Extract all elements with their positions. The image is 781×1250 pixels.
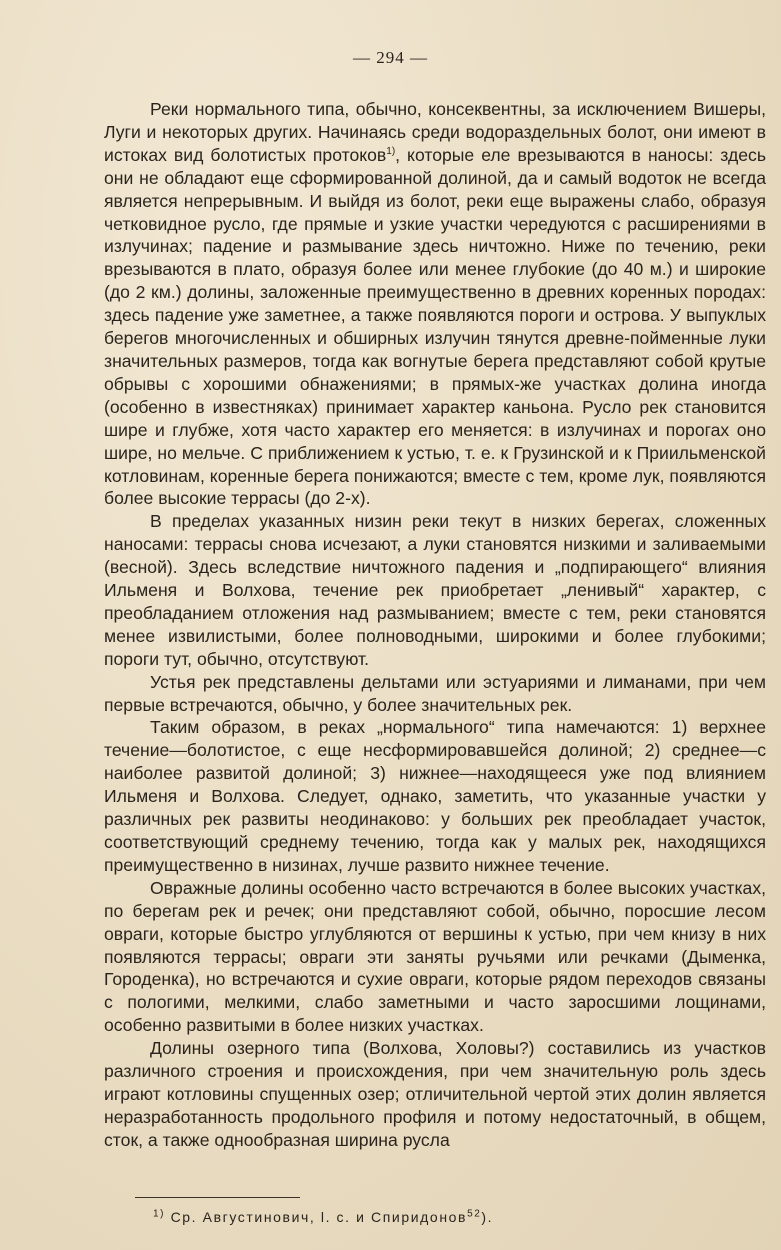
footnote-mark: 1): [153, 1208, 166, 1220]
page-number: — 294 —: [353, 48, 428, 67]
paragraph: Таким образом, в реках „нормального“ типа намечаются: 1) верхнее течение—болотистое, с еще несформировавшейся долиной; 2) среднее—с наиболее развитой долиной; 3) нижнее—находящееся уже под влиянием Ильменя и Волхова. Следует, однако, заметить, что указанные участки у различных рек развиты неодинаково: у больших рек преобладает участок, соответствующий среднему течению, тогда как у малых рек, находящихся преимущественно в низинах, лучше развито нижнее течение.: [104, 717, 766, 875]
paragraph-text: , которые еле врезываются в наносы: здесь они не обладают еще сформированной долиной, да и самый водоток не всегда является непрерывным. И выйдя из болот, реки еще выражены слабо, образуя четковидное русло, где прямые и узкие участки чередуются с расширениями в излучинах; падение и размывание здесь ничтожно. Ниже по течению, реки врезываются в плато, образуя более или менее глубокие (до 40 м.) и широкие (до 2 км.) долины, заложенные преимущественно в древних коренных породах: здесь падение уже заметнее, а также появляются пороги и острова. У выпуклых берегов многочисленных и обширных излучин тянутся древне-пойменные луки значительных размеров, тогда как вогнутые берега представляют собой крутые обрывы с хорошими обнажениями; в прямых-же участках долина иногда (особенно в известняках) принимает характер каньона. Русло рек становится шире и глубже, хотя часто характер его меняется: в излучинах и порогах оно шире, но мельче. С приближением к устью, т. е. к Грузинской и к Приильменской котловинам, коренные берега понижаются; вместе с тем, кроме лук, появляются более высокие террасы (до 2-х).: [104, 144, 766, 509]
paragraph: Овражные долины особенно часто встречаются в более высоких участках, по берегам рек и речек; они представляют собой, обычно, поросшие лесом овраги, которые быстро углубляются от вершины к устью, при чем книзу в них появляются террасы; овраги эти заняты ручьями или речками (Дыменка, Городенка), но встречаются и сухие овраги, которые рядом переходов связаны с пологими, мелкими, слабо заметными и часто заросшими лощинами, особенно развитыми в более низких участках.: [104, 877, 766, 1036]
paragraph-text: Реки нормального типа, обычно, консеквентны, за исключением Вишеры, Луги и некоторых других. Начинаясь среди водораздельных болот, они имеют в истоках вид болотистых протоков: [104, 99, 766, 165]
footnote-text: Ср. Августинович, l. c. и Спиридонов: [165, 1209, 468, 1225]
body-text: [104, 98, 766, 1152]
footnote-divider: [135, 1197, 300, 1198]
footnote: [153, 1209, 713, 1225]
paragraph: Устья рек представлены дельтами или эстуариями и лиманами, при чем первые встречаются, обычно, у более значительных рек.: [104, 671, 766, 715]
paragraph: [104, 98, 766, 510]
paragraph: В пределах указанных низин реки текут в низких берегах, сложенных наносами: террасы снова исчезают, а луки становятся низкими и заливаемыми (весной). Здесь вследствие ничтожного падения и „подпирающего“ влияния Ильменя и Волхова, течение рек приобретает „ленивый“ характер, с преобладанием отложения над размыванием; вместе с тем, реки становятся менее извилистыми, более полноводными, широкими и более глубокими; пороги тут, обычно, отсутствуют.: [104, 511, 766, 669]
footnote-marker: 1): [386, 145, 396, 157]
paragraph: Долины озерного типа (Волхова, Холовы?) составились из участков различного строения и происхождения, при чем значительную роль здесь играют котловины спущенных озер; отличительной чертой этих долин является неразработанность продольного профиля и потому недостаточный, в общем, сток, а также однообразная ширина русла: [104, 1038, 766, 1150]
footnote-reference: 52: [467, 1208, 482, 1220]
footnote-end: ).: [481, 1209, 494, 1225]
